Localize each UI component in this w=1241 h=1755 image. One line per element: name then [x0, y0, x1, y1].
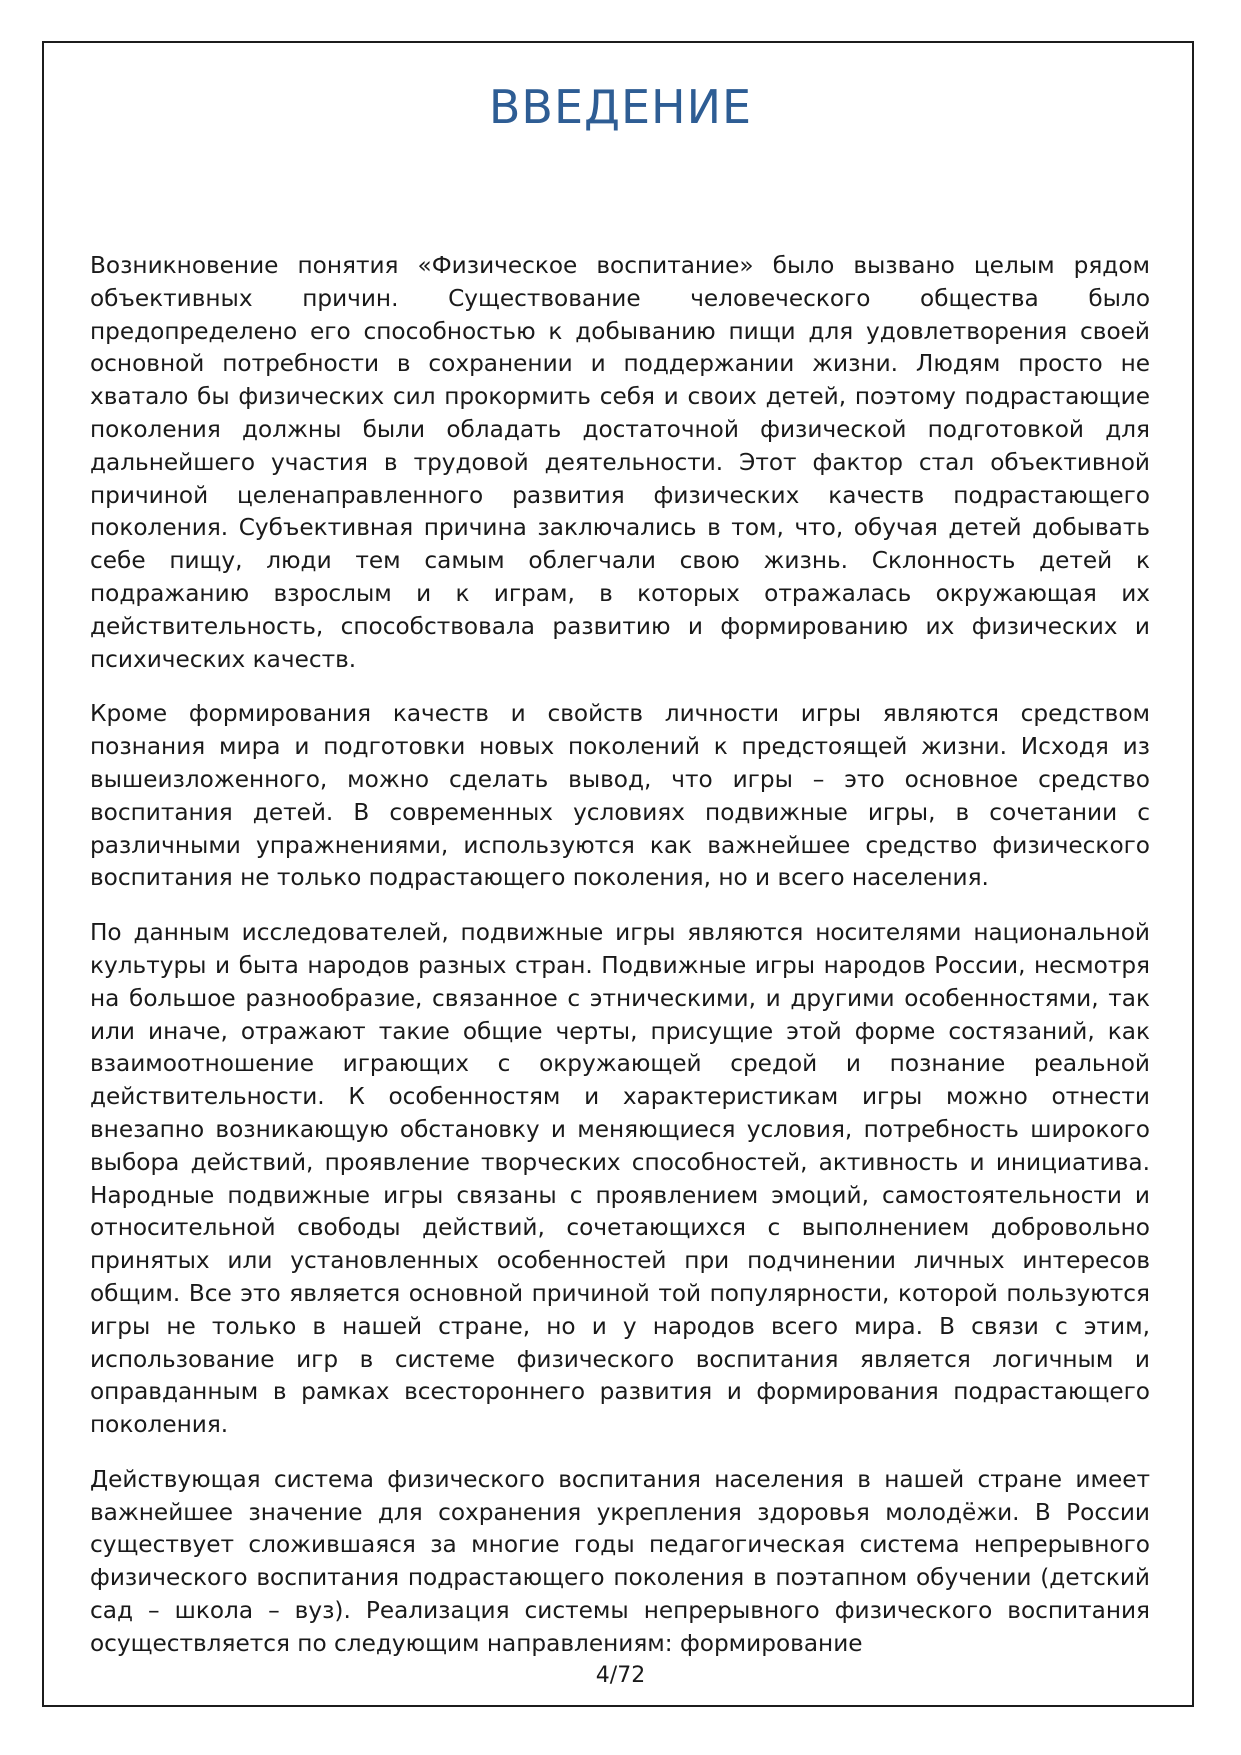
paragraph: Возникновение понятия «Физическое воспитание» было вызвано целым рядом объективных причин. Существование человеческого общества было предопределено его способностью к добыванию пищи для удовлетворения своей основной потребности в сохранении и поддержании жизни. Людям просто не хватало бы физических сил прокормить себя и своих детей, поэтому подрастающие поколения должны были обладать достаточной физической подготовкой для дальнейшего участия в трудовой деятельности. Этот фактор стал объективной причиной целенаправленного развития физических качеств подрастающего поколения. Субъективная причина заключались в том, что, обучая детей добывать себе пищу, люди тем самым облегчали свою жизнь. Склонность детей к подражанию взрослым и к играм, в которых отражалась окружающая их действительность, способствовала развитию и формированию их физических и психических качеств.: [90, 252, 1150, 673]
page-title: ВВЕДЕНИЕ: [488, 80, 753, 134]
paragraph: По данным исследователей, подвижные игры являются носителями национальной культуры и быта народов разных стран. Подвижные игры народов России, несмотря на большое разнообразие, связанное с этническими, и другими особенностями, так или иначе, отражают такие общие черты, присущие этой форме состязаний, как взаимоотношение играющих с окружающей средой и познание реальной действительности. К особенностям и характеристикам игры можно отнести внезапно возникающую обстановку и меняющиеся условия, потребность широкого выбора действий, проявление творческих способностей, активность и инициатива. Народные подвижные игры связаны с проявлением эмоций, самостоятельности и относительной свободы действий, сочетающихся с выполнением добровольно принятых или установленных особенностей при подчинении личных интересов общим. Все это является основной причиной той популярности, которой пользуются игры не только в нашей стране, но и у народов всего мира. В связи с этим, использование игр в системе физического воспитания является логичным и оправданным в рамках всестороннего развития и формирования подрастающего поколения.: [90, 919, 1150, 1439]
page-number: 4/72: [595, 1663, 646, 1688]
paragraph: Кроме формирования качеств и свойств личности игры являются средством познания мира и подготовки новых поколений к предстоящей жизни. Исходя из вышеизложенного, можно сделать вывод, что игры – это основное средство воспитания детей. В современных условиях подвижные игры, в сочетании с различными упражнениями, используются как важнейшее средство физического воспитания не только подрастающего поколения, но и всего населения.: [90, 700, 1150, 892]
paragraph: Действующая система физического воспитания населения в нашей стране имеет важнейшее значение для сохранения укрепления здоровья молодёжи. В России существует сложившаяся за многие годы педагогическая система непрерывного физического воспитания подрастающего поколения в поэтапном обучении (детский сад – школа – вуз). Реализация системы непрерывного физического воспитания осуществляется по следующим направлениям: формирование: [90, 1465, 1150, 1657]
document-body: [90, 250, 1150, 1683]
